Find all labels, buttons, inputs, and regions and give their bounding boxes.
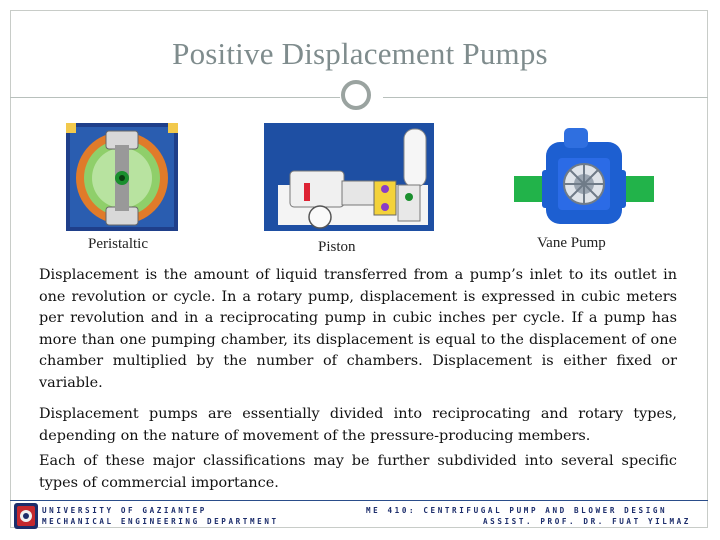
peristaltic-pump-diagram-icon (66, 123, 178, 231)
footer-divider (10, 500, 708, 501)
paragraph-displacement: Displacement is the amount of liquid transferred from a pump’s inlet to its outlet in one revolution or cycle. In a rotary pump, displacement is expressed in cubic meters per revolution and in a reciprocating pump in cubic inches per cycle. If a pump has more than one pumping chamber, its displacement is equal to the displacement of one chamber multiplied by the number of chambers. Displacement is either fixed or variable. (39, 267, 677, 391)
footer-course: ME 410: CENTRIFUGAL PUMP AND BLOWER DESIGN (366, 506, 668, 515)
paragraph-pump-types: Displacement pumps are essentially divided into reciprocating and rotary types, depending on the nature of movement of the pressure-producing members. (39, 406, 677, 444)
paragraph-classifications: Each of these major classifications may be further subdivided into several specific types of commercial importance. (39, 453, 677, 491)
peristaltic-caption: Peristaltic (88, 236, 148, 252)
title-ring-icon (341, 80, 371, 110)
piston-pump-diagram-icon (264, 123, 434, 231)
vane-pump-caption: Vane Pump (537, 235, 606, 251)
title-divider-right (383, 97, 708, 98)
piston-caption: Piston (318, 239, 356, 255)
slide-title: Positive Displacement Pumps (172, 36, 548, 71)
footer-instructor: ASSIST. PROF. DR. FUAT YILMAZ (483, 517, 691, 526)
university-seal-icon (14, 503, 38, 529)
title-divider-left (10, 97, 340, 98)
footer-university: UNIVERSITY OF GAZIANTEP (42, 506, 207, 515)
vane-pump-illustration-icon (514, 124, 654, 232)
footer-department: MECHANICAL ENGINEERING DEPARTMENT (42, 517, 279, 526)
